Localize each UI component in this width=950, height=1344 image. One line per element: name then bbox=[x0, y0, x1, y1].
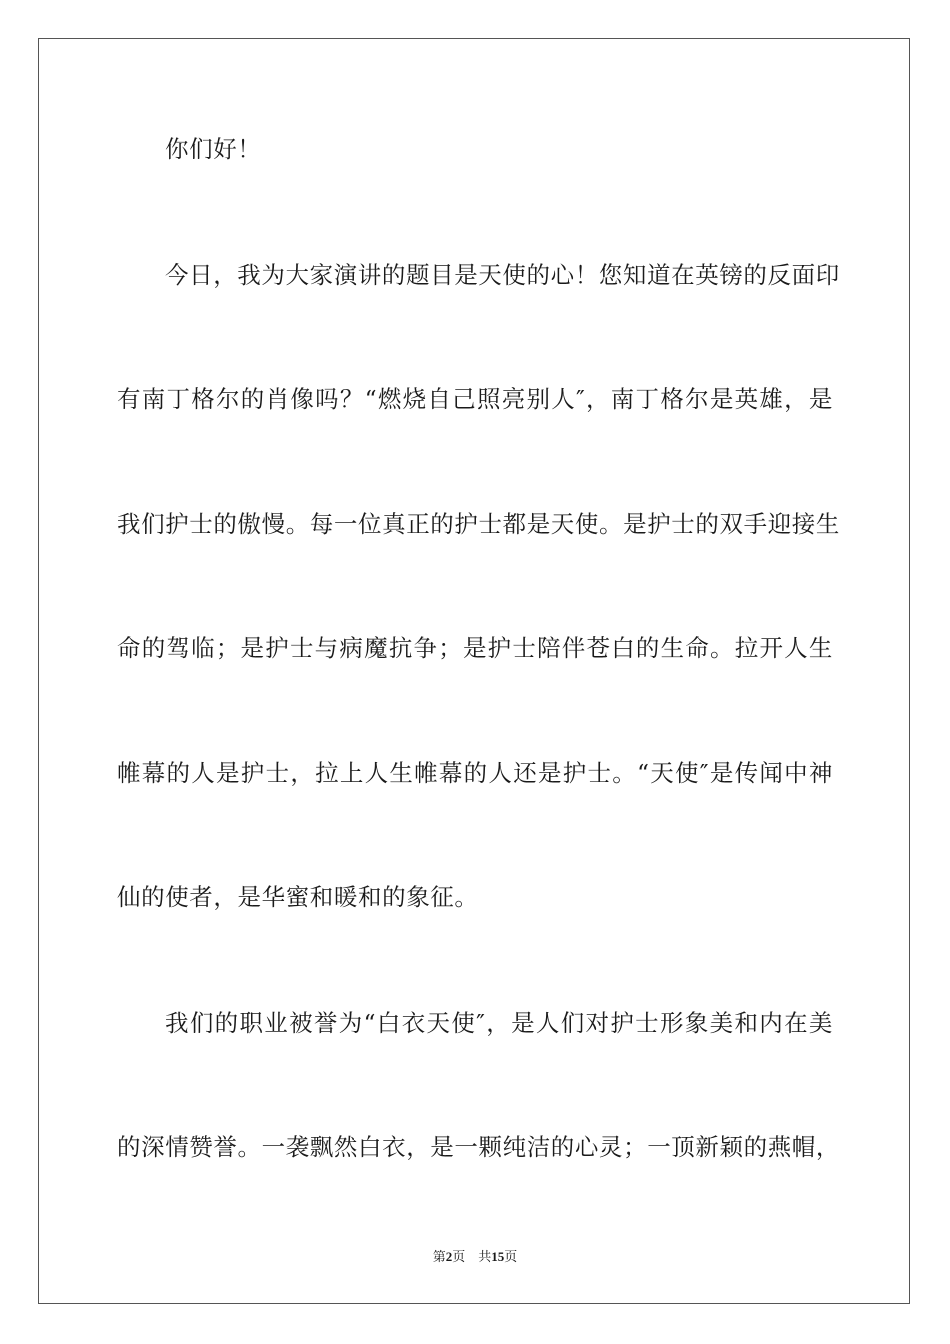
page-number: 2 bbox=[445, 1249, 453, 1264]
text-line-4: 我们护士的傲慢。每一位真正的护士都是天使。是护士的双手迎接生 bbox=[117, 510, 840, 538]
text-line-3: 有南丁格尔的肖像吗？“燃烧自己照亮别人″，南丁格尔是英雄，是 bbox=[117, 385, 833, 413]
text-line-5: 命的驾临；是护士与病魔抗争；是护士陪伴苍白的生命。拉开人生 bbox=[117, 634, 833, 662]
text-line-1: 你们好！ bbox=[165, 135, 262, 163]
page-prefix: 第 bbox=[432, 1249, 446, 1264]
total-pages: 15 bbox=[491, 1249, 505, 1264]
text-line-7: 仙的使者，是华蜜和暖和的象征。 bbox=[117, 883, 479, 911]
total-suffix: 页 bbox=[504, 1249, 518, 1264]
total-prefix: 共 bbox=[478, 1249, 492, 1264]
page-border bbox=[38, 38, 910, 1304]
text-line-2: 今日，我为大家演讲的题目是天使的心！您知道在英镑的反面印 bbox=[165, 261, 840, 289]
text-line-8: 我们的职业被誉为“白衣天使″，是人们对护士形象美和内在美 bbox=[165, 1009, 833, 1037]
page-footer bbox=[0, 1248, 950, 1266]
page-suffix: 页 bbox=[452, 1249, 466, 1264]
text-line-9: 的深情赞誉。一袭飘然白衣，是一颗纯洁的心灵；一顶新颖的燕帽， bbox=[117, 1133, 840, 1161]
text-line-6: 帷幕的人是护士，拉上人生帷幕的人还是护士。“天使″是传闻中神 bbox=[117, 759, 833, 787]
